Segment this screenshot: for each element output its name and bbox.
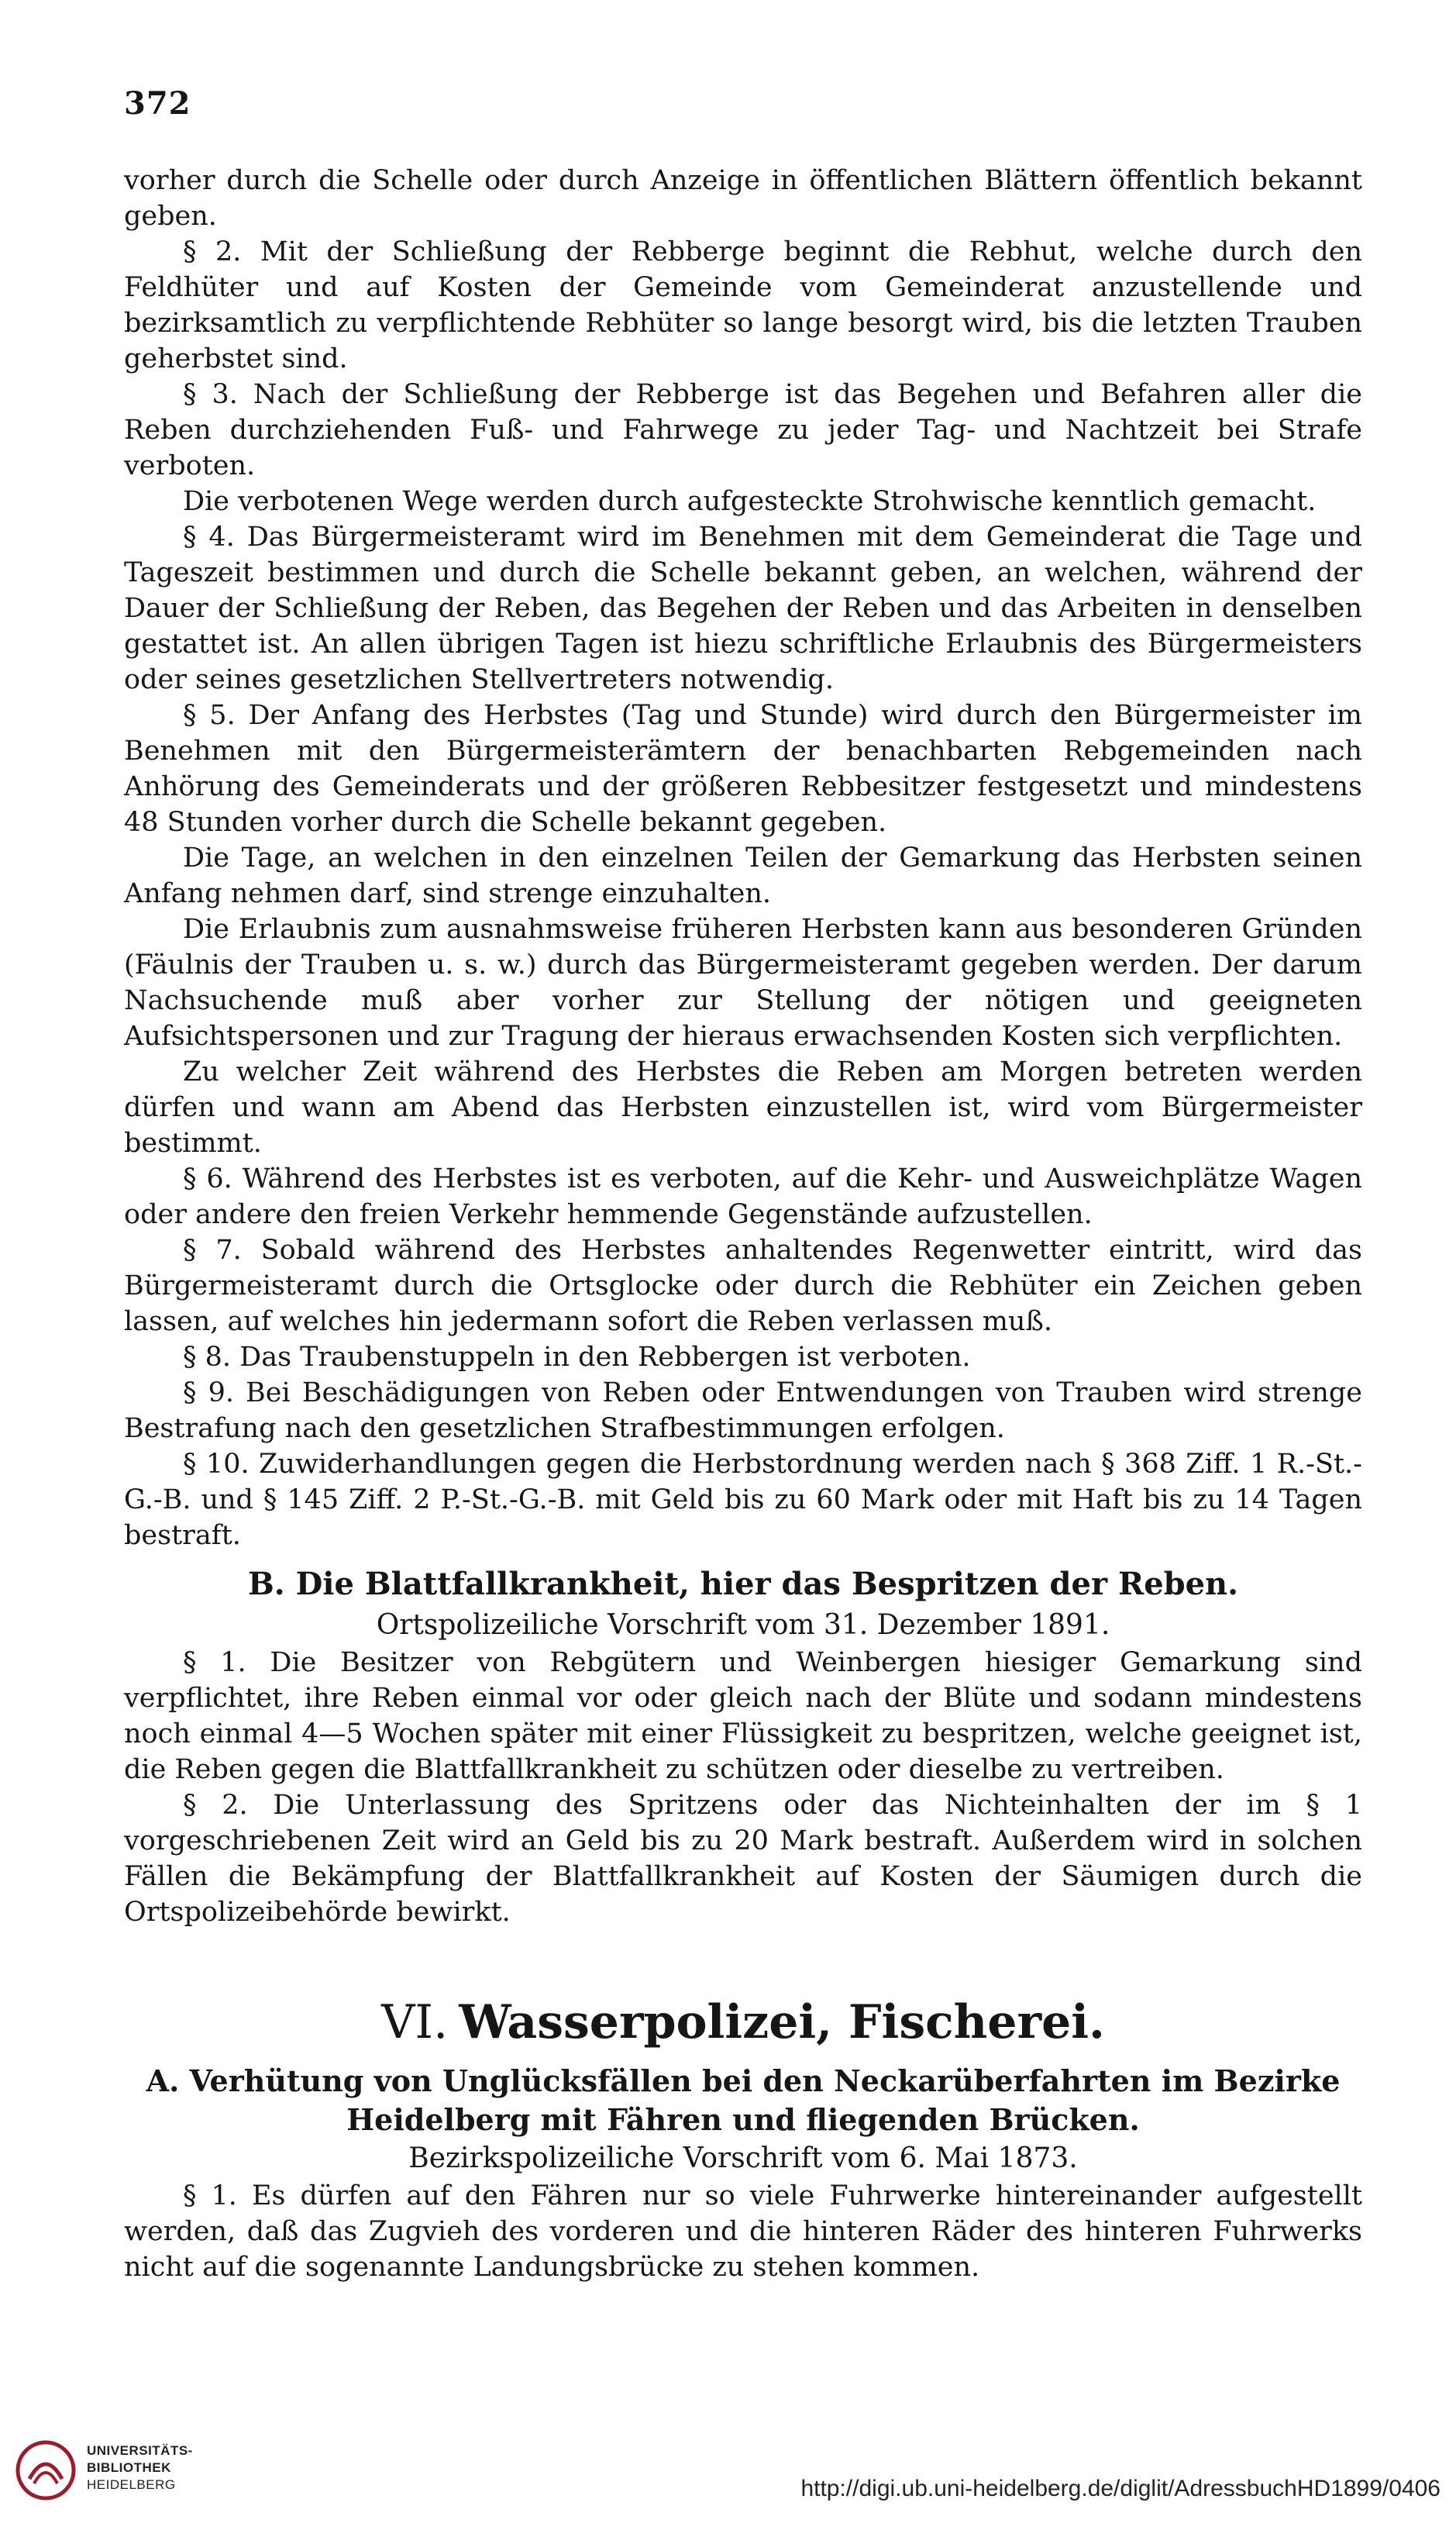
paragraph: § 1. Es dürfen auf den Fähren nur so viele Fuhrwerke hintereinander aufgestellt werden, daß das Zugvieh des vorderen und die hinteren Räder des hinteren Fuhrwerks nicht auf die sogenannte Landungsbrücke zu stehen kommen. xyxy=(124,2180,1362,2283)
paragraph: § 3. Nach der Schließung der Rebberge ist das Begehen und Befahren aller die Reben durchziehenden Fuß- und Fahrwege zu jeder Tag- und Nachtzeit bei Strafe verboten. xyxy=(124,379,1362,481)
paragraph: § 10. Zuwiderhandlungen gegen die Herbstordnung werden nach § 368 Ziff. 1 R.-St.-G.-B. und § 145 Ziff. 2 P.-St.-G.-B. mit Geld bis zu 60 Mark oder mit Haft bis zu 14 Tagen bestraft. xyxy=(124,1449,1362,1551)
paragraph: § 6. Während des Herbstes ist es verboten, auf die Kehr- und Ausweichplätze Wagen oder andere den freien Verkehr hemmende Gegenstände aufzustellen. xyxy=(124,1163,1362,1230)
library-logo[interactable] xyxy=(15,2435,201,2507)
paragraph: vorher durch die Schelle oder durch Anzeige in öffentlichen Blättern öffentlich bekannt geben. xyxy=(124,165,1362,232)
paragraph: § 5. Der Anfang des Herbstes (Tag und Stunde) wird durch den Bürgermeister im Benehmen mit den Bürgermeisterämtern der benachbarten Rebgemeinden nach Anhörung des Gemeinderats und der größeren Rebbesitzer festgesetzt und mindestens 48 Stunden vorher durch die Schelle bekannt gegeben. xyxy=(124,700,1362,838)
paragraph: Zu welcher Zeit während des Herbstes die Reben am Morgen betreten werden dürfen und wann am Abend das Herbsten einzustellen ist, wird vom Bürgermeister bestimmt. xyxy=(124,1056,1362,1159)
paragraph: Die Erlaubnis zum ausnahmsweise früheren Herbsten kann aus besonderen Gründen (Fäulnis der Trauben u. s. w.) durch das Bürgermeisteramt gegeben werden. Der darum Nachsuchende muß aber vorher zur Stellung der nötigen und geeigneten Aufsichtspersonen und zur Tragung der hieraus erwachsenden Kosten sich verpflichten. xyxy=(124,914,1362,1052)
paragraph: § 2. Mit der Schließung der Rebberge beginnt die Rebhut, welche durch den Feldhüter und auf Kosten der Gemeinde vom Gemeinderat anzustellende und bezirksamtlich zu verpflichtende Rebhüter so lange besorgt wird, bis die letzten Trauben geherbstet sind. xyxy=(124,236,1362,374)
logo-text-line: UNIVERSITÄTS- xyxy=(87,2443,193,2458)
paragraph: § 1. Die Besitzer von Rebgütern und Weinbergen hiesiger Gemarkung sind verpflichtet, ihre Reben einmal vor oder gleich nach der Blüte und sodann mindestens noch einmal 4—5 Wochen später mit einer Flüssigkeit zu bespritzen, welche geeignet ist, die Reben gegen die Blattfallkrankheit zu schützen oder dieselbe zu vertreiben. xyxy=(124,1647,1362,1785)
paragraph: § 4. Das Bürgermeisteramt wird im Benehmen mit dem Gemeinderat die Tage und Tageszeit bestimmen und durch die Schelle bekannt geben, an welchen, während der Dauer der Schließung der Reben, das Begehen der Reben und das Arbeiten in denselben gestattet ist. An allen übrigen Tagen ist hiezu schriftliche Erlaubnis des Bürgermeisters oder seines gesetzlichen Stellvertreters notwendig. xyxy=(124,522,1362,695)
section-b-heading: B. Die Blattfallkrankheit, hier das Bespritzen der Reben. xyxy=(247,1566,1239,1602)
section-a-subheading: Bezirkspolizeiliche Vorschrift vom 6. Mai 1873. xyxy=(408,2142,1078,2174)
paragraph: § 7. Sobald während des Herbstes anhaltendes Regenwetter eintritt, wird das Bürgermeisteramt durch die Ortsglocke oder durch die Rebhüter ein Zeichen geben lassen, auf welches hin jedermann sofort die Reben verlassen muß. xyxy=(124,1235,1362,1337)
chapter-roman-numeral: VI. xyxy=(381,1995,449,2049)
paragraph: Die verbotenen Wege werden durch aufgesteckte Strohwische kenntlich gemacht. xyxy=(183,486,1317,517)
paragraph: § 9. Bei Beschädigungen von Reben oder Entwendungen von Trauben wird strenge Bestrafung nach den gesetzlichen Strafbestimmungen erfolgen. xyxy=(124,1377,1362,1444)
paragraph: Die Tage, an welchen in den einzelnen Teilen der Gemarkung das Herbsten seinen Anfang nehmen darf, sind strenge einzuhalten. xyxy=(124,843,1362,909)
chapter-title-text: Wasserpolizei, Fischerei. xyxy=(459,1995,1105,2049)
section-b-subheading: Ortspolizeiliche Vorschrift vom 31. Dezember 1891. xyxy=(376,1609,1110,1641)
library-crest-icon xyxy=(15,2440,76,2501)
paragraph: § 8. Das Traubenstuppeln in den Rebbergen ist verboten. xyxy=(183,1342,971,1373)
page-number: 372 xyxy=(124,85,191,122)
document-body xyxy=(124,163,1362,2285)
source-url-link[interactable]: http://digi.ub.uni-heidelberg.de/diglit/AdressbuchHD1899/0406 xyxy=(800,2476,1441,2501)
logo-text-line: BIBLIOTHEK xyxy=(87,2460,171,2475)
paragraph: § 2. Die Unterlassung des Spritzens oder das Nichteinhalten der im § 1 vorgeschriebenen Zeit wird an Geld bis zu 20 Mark bestraft. Außerdem wird in solchen Fällen die Bekämpfung der Blattfallkrankheit auf Kosten der Säumigen durch die Ortspolizeibehörde bewirkt. xyxy=(124,1790,1362,1928)
chapter-title xyxy=(124,1994,1362,2051)
logo-text-line: HEIDELBERG xyxy=(87,2477,176,2492)
section-a-heading: A. Verhütung von Unglücksfällen bei den Neckarüberfahrten im Bezirke Heidelberg mit Fähren und fliegenden Brücken. xyxy=(146,2063,1341,2137)
